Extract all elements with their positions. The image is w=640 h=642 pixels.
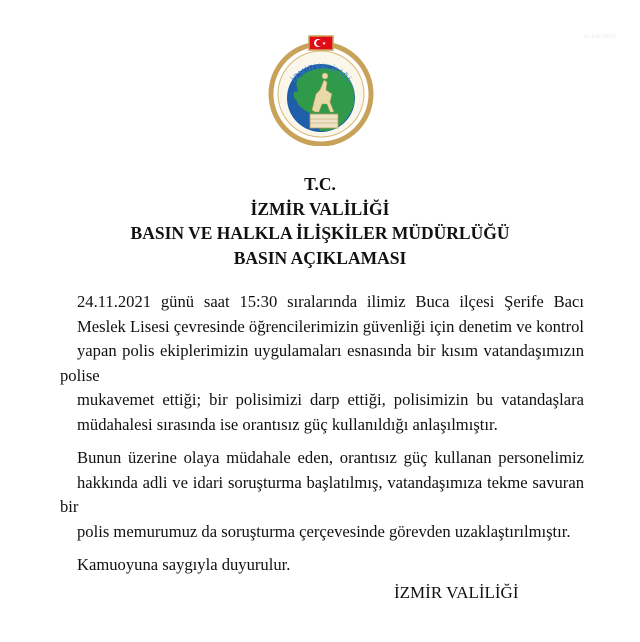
- paragraph-line: Bunun üzerine olaya müdahale eden, orantısız güç kullanan personelimiz: [77, 448, 584, 467]
- document-header: [0, 172, 640, 270]
- paragraph-line: Meslek Lisesi çevresinde öğrencilerimizin güvenliği için denetim ve kontrol: [77, 316, 584, 336]
- paragraph-line: hakkında adli ve idari soruşturma başlatılmış, vatandaşımıza tekme savuran bir: [60, 472, 584, 516]
- izmir-governorship-logo: [264, 32, 378, 146]
- header-department: BASIN VE HALKLA İLİŞKİLER MÜDÜRLÜĞÜ: [130, 223, 510, 243]
- paragraph-2: [60, 446, 584, 544]
- paragraph-1: [60, 290, 584, 437]
- emblem-icon: [264, 32, 378, 146]
- paragraph-line: müdahalesi sırasında ise orantısız güç kullanıldığı anlaşılmıştır.: [77, 414, 498, 434]
- paragraph-3: [60, 553, 584, 578]
- signature: İZMİR VALİLİĞİ: [394, 583, 519, 602]
- paragraph-line: Kamuoyuna saygıyla duyurulur.: [77, 555, 291, 574]
- header-tc: T.C.: [304, 174, 336, 194]
- paragraph-line: polis memurumuz da soruşturma çerçevesinde görevden uzaklaştırılmıştır.: [77, 521, 571, 541]
- paragraph-line: yapan polis ekiplerimizin uygulamaları esnasında bir kısım vatandaşımızın polise: [60, 341, 584, 385]
- paragraph-line: 24.11.2021 günü saat 15:30 sıralarında ilimiz Buca ilçesi Şerife Bacı: [77, 292, 584, 311]
- header-press-release: BASIN AÇIKLAMASI: [233, 247, 407, 268]
- paragraph-line: mukavemet ettiği; bir polisimizi darp ettiği, polisimizin bu vatandaşlara: [77, 390, 584, 409]
- svg-text:İZMİRVALİLİĞİ: İZMİRVALİLİĞİ: [289, 62, 353, 84]
- watermark: ankahaber: [584, 34, 617, 40]
- header-izmir-valiligi: İZMİR VALİLİĞİ: [250, 198, 390, 219]
- document-body: [60, 290, 584, 587]
